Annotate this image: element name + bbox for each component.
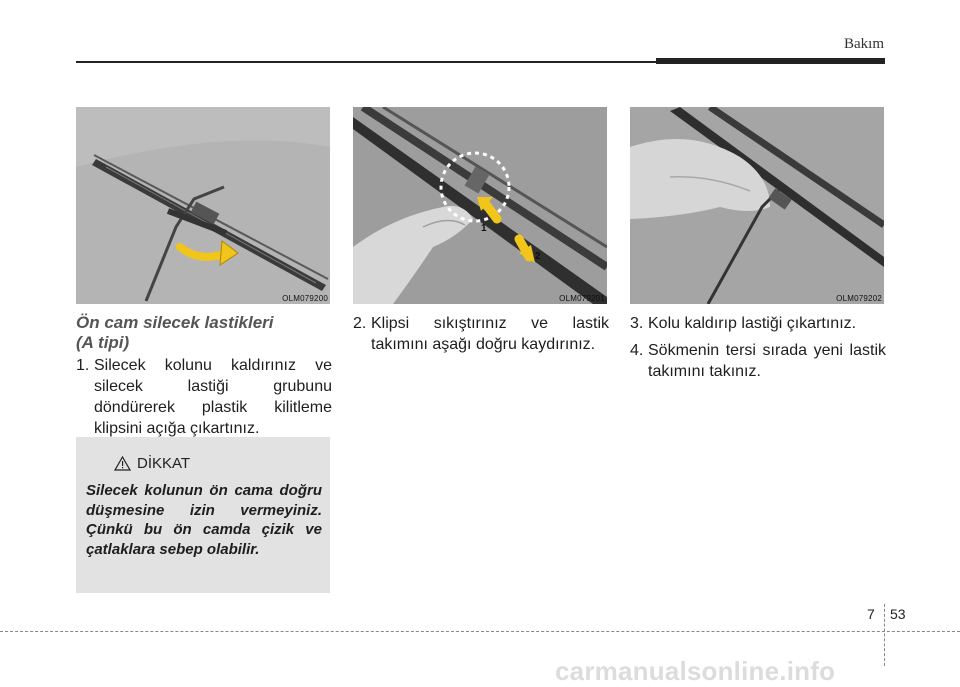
figure-wiper-arm-lift xyxy=(76,107,330,304)
wiper-arm-lift-illustration xyxy=(76,107,330,304)
watermark-text: carmanualsonline.info xyxy=(555,656,836,686)
caution-text: Silecek kolunun ön cama doğru düşmesine izin vermeyiniz. Çünkü bu ön camda çizik ve çatlaklara sebep olabilir. xyxy=(86,482,322,558)
page-number: 53 xyxy=(890,606,906,622)
footer-divider xyxy=(0,631,960,632)
step-item xyxy=(630,313,886,334)
section-title-line1: Ön cam silecek lastikleri xyxy=(76,313,274,332)
steps-column-2 xyxy=(353,313,609,361)
callout-2: 2 xyxy=(535,251,541,262)
callout-1: 1 xyxy=(481,223,487,234)
step-item xyxy=(76,355,332,439)
section-header-title: Bakım xyxy=(844,36,884,52)
step-text: Sökmenin tersi sırada yeni lastik takımını takınız. xyxy=(648,342,886,380)
footer-page-divider xyxy=(884,604,885,666)
step-number: 2. xyxy=(353,315,367,332)
step-number: 1. xyxy=(76,357,90,374)
chapter-number: 7 xyxy=(867,606,875,622)
figure-wiper-clip-release xyxy=(353,107,607,304)
steps-column-3 xyxy=(630,313,886,388)
step-text: Kolu kaldırıp lastiği çıkartınız. xyxy=(648,315,857,332)
figure-code: OLM079200 xyxy=(282,294,328,303)
step-text: Klipsi sıkıştırınız ve lastik takımını aşağı doğru kaydırınız. xyxy=(371,315,609,353)
wiper-blade-remove-illustration xyxy=(630,107,884,304)
figure-code: OLM079202 xyxy=(836,294,882,303)
header-accent-bar xyxy=(656,58,885,64)
figure-wiper-blade-remove xyxy=(630,107,884,304)
header-rule xyxy=(76,61,656,63)
wiper-clip-release-illustration xyxy=(353,107,607,304)
section-title xyxy=(76,313,330,353)
step-item xyxy=(353,313,609,355)
step-item xyxy=(630,340,886,382)
caution-header xyxy=(114,455,190,472)
step-text: Silecek kolunu kaldırınız ve silecek lastiği grubunu döndürerek plastik kilitleme klipsini açığa çıkartınız. xyxy=(94,357,332,437)
steps-column-1 xyxy=(76,355,332,445)
caution-title: DİKKAT xyxy=(137,455,191,472)
figure-code: OLM079201 xyxy=(559,294,605,303)
caution-box xyxy=(76,437,330,593)
step-number: 3. xyxy=(630,315,644,332)
step-number: 4. xyxy=(630,342,644,359)
section-title-line2: (A tipi) xyxy=(76,333,130,352)
warning-triangle-icon xyxy=(114,456,131,471)
